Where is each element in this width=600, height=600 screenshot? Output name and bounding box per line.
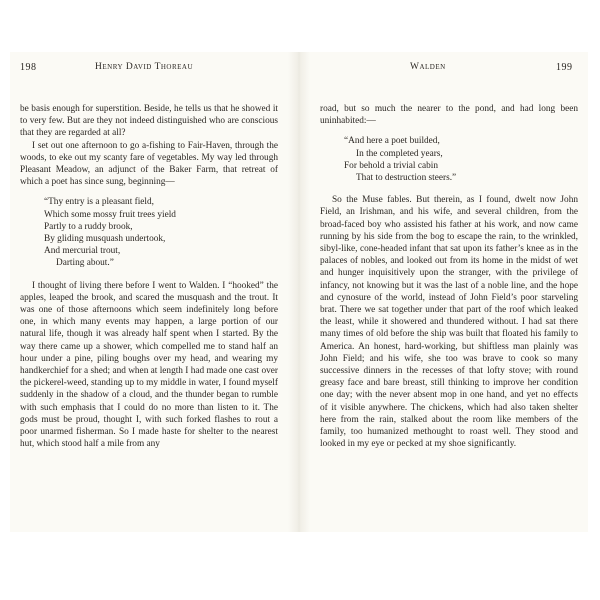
verse-line: And mercurial trout,	[44, 246, 121, 257]
verse-line: “And here a poet builded,	[344, 136, 440, 147]
paragraph: be basis enough for superstition. Beside, he tells us that he showed it to very few. But are they not indeed distinguished who are conscious that they are regarded at all?	[20, 104, 278, 139]
verse-line: For behold a trivial cabin	[344, 160, 438, 171]
left-page-number: 198	[20, 62, 37, 73]
right-running-head: Walden	[410, 62, 446, 72]
verse-line: Darting about.”	[56, 258, 114, 269]
right-page-text	[320, 103, 578, 450]
paragraph: I set out one afternoon to go a-fishing to Fair-Haven, through the woods, to eke out my scanty fare of vegetables. My way led through Pleasant Meadow, an adjunct of the Baker Farm, that retreat of which a poet has since sung, beginning—	[20, 140, 278, 188]
verse-line: Which some mossy fruit trees yield	[44, 209, 176, 220]
paragraph: So the Muse fables. But therein, as I found, dwelt now John Field, an Irishman, and his wife, and several children, from the broad-faced boy who assisted his father at his work, and now came running by his side from the bog to escape the rain, to the wrinkled, sibyl-like, cone-headed infant that sat upon its father’s knee as in the palaces of nobles, and looked out from its home in the midst of wet and hunger inquisitively upon the stranger, with the privilege of infancy, not knowing but it was the last of a noble line, and the hope and cynosure of the world, instead of John Field’s poor starveling brat. There we sat together under that part of the roof which leaked the least, while it showered and thundered without. I had sat there many times of old before the ship was built that floated his family to America. An honest, hard-working, but shiftless man plainly was John Field; and his wife, she too was brave to cook so many successive dinners in the recesses of that lofty stove; with round greasy face and bare breast, still thinking to improve her condition one day; with the never absent mop in one hand, and yet no effects of it visible anywhere. The chickens, which had also taken shelter here from the rain, stalked about the room like members of the family, too humanized methought to roast well. They stood and looked in my eye or pecked at my shoe significantly.	[320, 195, 578, 450]
verse-block	[44, 196, 278, 269]
verse-line: “Thy entry is a pleasant field,	[44, 197, 154, 208]
book-gutter	[288, 52, 310, 532]
left-running-head: Henry David Thoreau	[95, 62, 194, 72]
verse-line: In the completed years,	[356, 148, 443, 159]
verse-block	[344, 135, 578, 184]
verse-line: That to destruction steers.”	[356, 173, 457, 184]
paragraph: road, but so much the nearer to the pond, and had long been uninhabited:—	[320, 104, 578, 127]
verse-line: By gliding musquash undertook,	[44, 234, 166, 245]
right-page-number: 199	[556, 62, 573, 73]
left-page-text	[20, 103, 278, 450]
verse-line: Partly to a ruddy brook,	[44, 221, 133, 232]
paragraph: I thought of living there before I went to Walden. I “hooked” the apples, leaped the brook, and scared the musquash and the trout. It was one of those afternoons which seem indefinitely long before one, in which many events may happen, a large portion of our natural life, though it was already half spent when I started. By the way there came up a shower, which compelled me to stand half an hour under a pine, piling boughs over my head, and wearing my handkerchief for a shed; and when at length I had made one cast over the pickerel-weed, standing up to my middle in water, I found myself suddenly in the shadow of a cloud, and the thunder began to rumble with such emphasis that I could do no more than listen to it. The gods must be proud, thought I, with such forked flashes to rout a poor unarmed fisherman. So I made haste for shelter to the nearest hut, which stood half a mile from any	[20, 280, 278, 450]
